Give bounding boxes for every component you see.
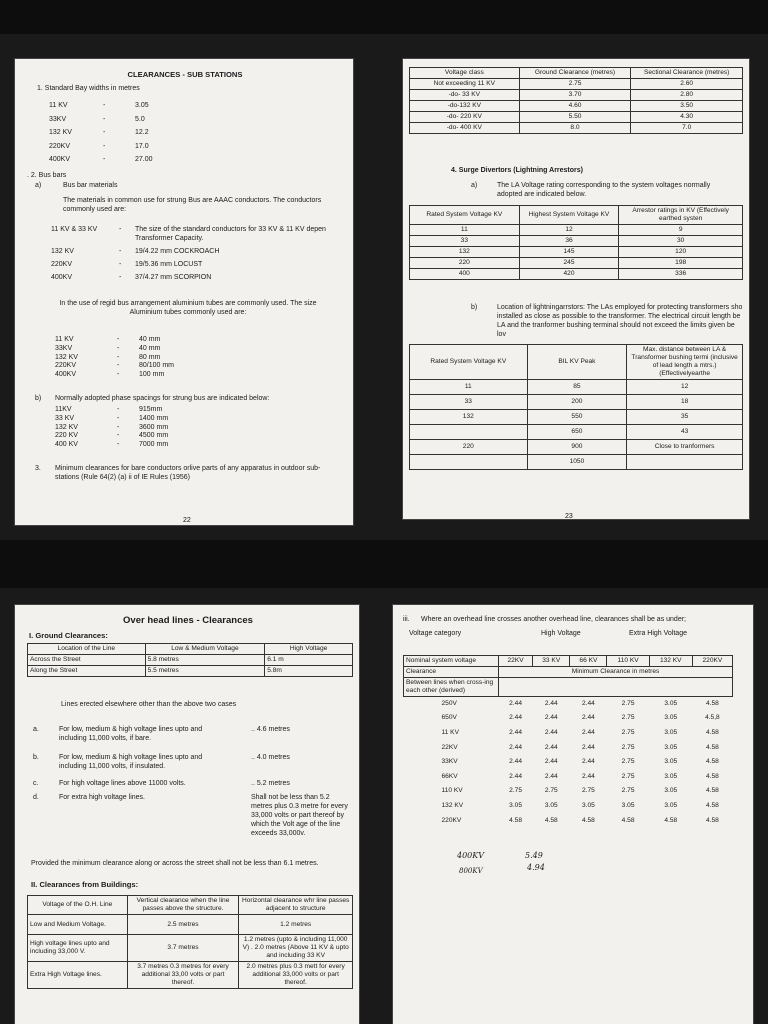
table-row bbox=[410, 395, 743, 410]
cell-col1: 5.8 metres bbox=[145, 655, 265, 666]
spacing-3-col0: 220 KV bbox=[55, 432, 78, 440]
table-row bbox=[410, 90, 743, 101]
cell-col1: 2.44 bbox=[509, 728, 523, 736]
page-23 bbox=[402, 58, 750, 520]
cell-col1: 3.7 metres 0.3 metres for every additional 33,00 volts or part thereof. bbox=[127, 962, 239, 989]
cell-col3: 2.75 bbox=[581, 787, 595, 795]
cell-col0: Across the Street bbox=[28, 655, 146, 666]
cell-col4: 2.75 bbox=[621, 758, 635, 766]
cell-col2: 120 bbox=[619, 247, 743, 258]
table-row bbox=[410, 123, 743, 134]
cell-col2: 9 bbox=[619, 225, 743, 236]
cell-col4: 3.05 bbox=[621, 801, 635, 809]
cell-col2: 2.44 bbox=[544, 743, 558, 751]
section-bay-widths: 1. Standard Bay widths in metres bbox=[37, 85, 140, 92]
header-col1: Low & Medium Voltage bbox=[145, 644, 265, 655]
header-col0: Voltage of the O.H. Line bbox=[28, 896, 128, 915]
header-col2: Sectional Clearance (metres) bbox=[631, 68, 743, 79]
bay-3-col1: - bbox=[103, 142, 106, 150]
conductor-1-voltage: 132 KV bbox=[51, 248, 74, 255]
item-1-marker: b. bbox=[33, 754, 39, 761]
cell-col2: 4.30 bbox=[631, 112, 743, 123]
handwritten-5-49: 5.49 bbox=[525, 851, 543, 860]
table-row bbox=[404, 740, 733, 755]
table-row bbox=[410, 112, 743, 123]
table-row bbox=[410, 247, 743, 258]
cell-col0: 11 bbox=[410, 225, 520, 236]
cell-col5: 3.05 bbox=[664, 700, 678, 708]
paragraph-proviso: Provided the minimum clearance along or across the street shall not be less than 6.1 metres. bbox=[31, 860, 319, 867]
conductor-3-type: 37/4.27 mm SCORPION bbox=[135, 274, 212, 281]
item-marker-b: b) bbox=[471, 304, 478, 311]
cell-col0 bbox=[410, 455, 528, 470]
paragraph-min-clearances: Minimum clearances for bare conductors orlive parts of any apparatus in outdoor sub-stations (Rule 64(2) (a) ii of IE Rules (1956) bbox=[55, 465, 321, 481]
header-col4: 110 KV bbox=[607, 656, 649, 667]
cell-col0: 132 bbox=[410, 410, 528, 425]
spacing-4-col0: 400 KV bbox=[55, 441, 78, 449]
cell-col0: 110 KV bbox=[441, 787, 463, 795]
cell-col0: -do- 220 KV bbox=[410, 112, 520, 123]
bus-bar-materials-heading: Bus bar materials bbox=[63, 182, 118, 189]
conductor-2-dash: - bbox=[119, 261, 122, 268]
cell-col3: 2.44 bbox=[581, 700, 595, 708]
cell-col1: 4.60 bbox=[519, 101, 631, 112]
table-row bbox=[404, 769, 733, 784]
cell-col1: 12 bbox=[519, 225, 619, 236]
cell-col1: 3.05 bbox=[509, 801, 523, 809]
handwritten-4-94: 4.94 bbox=[527, 863, 545, 872]
cell-col5: 3.05 bbox=[664, 801, 678, 809]
cell-col4: 2.75 bbox=[621, 714, 635, 722]
table-row bbox=[404, 784, 733, 799]
cell-col6: 4.58 bbox=[705, 772, 719, 780]
item-marker-3: 3. bbox=[35, 465, 41, 472]
bay-4-col1: - bbox=[103, 156, 106, 163]
spacing-4-col2: 7000 mm bbox=[139, 441, 169, 449]
table-row bbox=[404, 755, 733, 770]
cell-col1: 85 bbox=[527, 380, 627, 395]
label-clearance: Clearance bbox=[404, 667, 499, 678]
phase-spacing-heading: Normally adopted phase spacings for strung bus are indicated below: bbox=[55, 395, 270, 402]
clearance-table bbox=[409, 67, 743, 134]
cell-col0: 33 bbox=[410, 236, 520, 247]
tubes-3-col2: 80/100 mm bbox=[139, 362, 175, 370]
cell-col5: 3.05 bbox=[664, 728, 678, 736]
cell-col1: 2.75 bbox=[509, 787, 523, 795]
paragraph-strung-bus: The materials in common use for strung Bus are AAAC conductors. The conductors commonly used are: bbox=[63, 197, 322, 213]
cell-col4: 2.75 bbox=[621, 700, 635, 708]
section-surge-divertors: 4. Surge Divertors (Lightning Arrestors) bbox=[451, 167, 583, 174]
tubes-1-col0: 33KV bbox=[55, 344, 73, 352]
cell-col4: 2.75 bbox=[621, 743, 635, 751]
cell-col2: 2.44 bbox=[544, 714, 558, 722]
table-row bbox=[404, 697, 733, 712]
cell-col6: 4.5,8 bbox=[705, 714, 720, 722]
cell-col5: 4.58 bbox=[664, 816, 678, 824]
cell-col0: 220KV bbox=[441, 816, 462, 824]
paragraph-crossing-intro: Where an overhead line crosses another overhead line, clearances shall be as under; bbox=[421, 616, 686, 623]
cell-col1: 5.50 bbox=[519, 112, 631, 123]
cell-col0: 220 bbox=[410, 440, 528, 455]
top-band bbox=[0, 0, 768, 34]
cell-col1: 2.44 bbox=[509, 758, 523, 766]
spacing-1-col0: 33 KV bbox=[55, 414, 75, 422]
cell-col3: 2.44 bbox=[581, 758, 595, 766]
paragraph-la-location: Location of lightningarrstors: The LAs employed for protecting transformers sho installed as close as possible to the transformer. The electrical circuit length be LA and the tranformer bushing terminal should not exceed the limits given be lov bbox=[497, 304, 743, 338]
cell-col1: 2.5 metres bbox=[127, 915, 239, 935]
cell-col1: 650 bbox=[527, 425, 627, 440]
table-row bbox=[404, 799, 733, 814]
item-3-text: For extra high voltage lines. bbox=[59, 794, 145, 801]
cell-col3: 2.44 bbox=[581, 772, 595, 780]
cell-col0: 250V bbox=[441, 700, 457, 708]
header-col2: High Voltage bbox=[265, 644, 353, 655]
cell-col0 bbox=[410, 425, 528, 440]
header-col0: Nominal system voltage bbox=[404, 656, 499, 667]
paragraph-rigid-bus: In the use of regid bus arrangement aluminium tubes are commonly used. The size Aluminium tubes commonly used are: bbox=[59, 300, 317, 316]
spacing-3-col2: 4500 mm bbox=[139, 432, 169, 440]
cell-col2 bbox=[627, 455, 743, 470]
cell-col2: 3.50 bbox=[631, 101, 743, 112]
handwritten-400kv: 400KV bbox=[457, 851, 485, 860]
table-row bbox=[28, 962, 353, 989]
table-row bbox=[28, 935, 353, 962]
cell-col6: 4.58 bbox=[705, 816, 719, 824]
table-row bbox=[410, 380, 743, 395]
header-col2: Max. distance between LA & Transformer bushing termi (inclusive of lead length a mtrs.) (Effectivelyearthe bbox=[627, 345, 743, 380]
cell-col0: 22KV bbox=[441, 743, 458, 751]
bay-2-col2: 12.2 bbox=[135, 129, 149, 136]
cell-col3: 2.44 bbox=[581, 714, 595, 722]
cell-col2: 3.05 bbox=[544, 801, 558, 809]
cell-col2: Close to tranformers bbox=[627, 440, 743, 455]
cell-col4: 2.75 bbox=[621, 728, 635, 736]
cell-col1: 2.44 bbox=[509, 700, 523, 708]
spacing-0-col1: - bbox=[117, 406, 120, 413]
tubes-0-col1: - bbox=[117, 336, 120, 343]
cell-col0: 400 bbox=[410, 269, 520, 280]
table-row bbox=[410, 258, 743, 269]
conductor-0-voltage: 11 KV & 33 KV bbox=[51, 226, 98, 233]
header-col2: 33 KV bbox=[533, 656, 570, 667]
cell-col0: 132 KV bbox=[441, 801, 464, 809]
spacing-2-col1: - bbox=[117, 423, 120, 431]
cell-col2: 198 bbox=[619, 258, 743, 269]
cell-col1: 3.70 bbox=[519, 90, 631, 101]
table-row bbox=[410, 269, 743, 280]
cell-col2: 336 bbox=[619, 269, 743, 280]
cell-col6: 4.58 bbox=[705, 728, 719, 736]
cell-col1: 8.0 bbox=[519, 123, 631, 134]
conductor-0-type: The size of the standard conductors for 33 KV & 11 KV depen Transformer Capacity. bbox=[135, 226, 326, 242]
tubes-2-col2: 80 mm bbox=[139, 353, 161, 361]
cell-col0: -do- 400 KV bbox=[410, 123, 520, 134]
cell-col3: 2.44 bbox=[581, 743, 595, 751]
table-row bbox=[404, 711, 733, 726]
cell-col1: 550 bbox=[527, 410, 627, 425]
header-col5: 132 KV bbox=[649, 656, 692, 667]
cell-col0: Low and Medium Voltage. bbox=[28, 915, 128, 935]
cell-col1: 200 bbox=[527, 395, 627, 410]
table-row bbox=[410, 440, 743, 455]
section-bus-bars: . 2. Bus bars bbox=[27, 172, 67, 179]
page-title: CLEARANCES - SUB STATIONS bbox=[127, 70, 243, 79]
label-high-voltage: High Voltage bbox=[541, 630, 581, 637]
cell-col3: 4.58 bbox=[581, 816, 595, 824]
bay-2-col1: - bbox=[103, 129, 106, 136]
cell-col0: 66KV bbox=[441, 772, 458, 780]
spacing-2-col2: 3600 mm bbox=[139, 423, 169, 431]
paragraph-other-lines: Lines erected elsewhere other than the above two cases bbox=[61, 701, 237, 708]
cell-col1: 2.44 bbox=[509, 743, 523, 751]
bay-4-col0: 400KV bbox=[49, 156, 71, 163]
header-col1: Ground Clearance (metres) bbox=[519, 68, 631, 79]
conductor-3-voltage: 400KV bbox=[51, 274, 73, 281]
table-row bbox=[410, 455, 743, 470]
cell-col3: 2.44 bbox=[581, 728, 595, 736]
cell-col4: 2.75 bbox=[621, 787, 635, 795]
page-number: 22 bbox=[183, 517, 191, 524]
bay-3-col2: 17.0 bbox=[135, 142, 149, 150]
section-building-clearances: II. Clearances from Buildings: bbox=[31, 880, 139, 889]
table-row bbox=[410, 101, 743, 112]
table-row bbox=[410, 236, 743, 247]
tubes-2-col0: 132 KV bbox=[55, 353, 78, 361]
ground-clearance-table bbox=[27, 643, 353, 677]
header-col2: Horizontal clearance whr line passes adjacent to structure bbox=[239, 896, 353, 915]
cell-col2: 7.0 bbox=[631, 123, 743, 134]
tubes-1-col2: 40 mm bbox=[139, 344, 161, 352]
cell-col6: 4.58 bbox=[705, 743, 719, 751]
cell-col2: 5.8m bbox=[265, 666, 353, 677]
header-col0: Location of the Line bbox=[28, 644, 146, 655]
label-minimum-clearance: Minimum Clearance in metres bbox=[499, 667, 733, 678]
cell-col0: 33KV bbox=[441, 758, 458, 766]
cell-col5: 3.05 bbox=[664, 772, 678, 780]
item-marker-a: a) bbox=[471, 182, 478, 189]
cell-col0: -do-132 KV bbox=[410, 101, 520, 112]
cell-col1: 3.7 metres bbox=[127, 935, 239, 962]
conductor-1-type: 19/4.22 mm COCKROACH bbox=[135, 248, 220, 255]
spacing-2-col0: 132 KV bbox=[55, 423, 78, 431]
item-marker-b: b) bbox=[35, 395, 42, 402]
cell-col2: 4.58 bbox=[544, 816, 558, 824]
tubes-4-col2: 100 mm bbox=[139, 371, 165, 379]
cell-col0: 33 bbox=[410, 395, 528, 410]
bay-1-col1: - bbox=[103, 115, 106, 123]
spacing-0-col0: 11KV bbox=[55, 406, 72, 413]
cell-col2: 1.2 metres (upto & including 11,000 V) . 2.0 metres (Above 11 KV & upto and including 33 KV bbox=[239, 935, 353, 962]
table-row bbox=[404, 726, 733, 741]
page-22 bbox=[14, 58, 354, 526]
cell-col2: 2.44 bbox=[544, 700, 558, 708]
page-line-crossing bbox=[392, 604, 754, 1024]
tubes-4-col0: 400KV bbox=[55, 371, 77, 379]
tubes-1-col1: - bbox=[117, 344, 120, 352]
spacing-1-col1: - bbox=[117, 414, 120, 422]
bay-0-col1: - bbox=[103, 102, 106, 109]
item-1-text: For low, medium & high voltage lines upto and including 11,000 volts, if insulated. bbox=[59, 754, 203, 770]
conductor-0-dash: - bbox=[119, 226, 122, 233]
bay-1-col0: 33KV bbox=[49, 115, 67, 123]
header-col0: Voltage class bbox=[410, 68, 520, 79]
cell-col2: 1.2 metres bbox=[239, 915, 353, 935]
header-col6: 220KV bbox=[692, 656, 732, 667]
table-row bbox=[410, 410, 743, 425]
header-col1: 22KV bbox=[499, 656, 533, 667]
bay-0-col0: 11 KV bbox=[49, 102, 68, 109]
conductor-2-voltage: 220KV bbox=[51, 261, 73, 268]
conductor-3-dash: - bbox=[119, 274, 122, 281]
header-col1: Highest System Voltage KV bbox=[519, 206, 619, 225]
header-col3: 66 KV bbox=[570, 656, 607, 667]
cell-col0: Extra High Voltage lines. bbox=[28, 962, 128, 989]
cell-col0: Not exceeding 11 KV bbox=[410, 79, 520, 90]
paragraph-la-voltage: The LA Voltage rating corresponding to the system voltages normally adopted are indicated below. bbox=[497, 182, 711, 198]
cell-col2: 2.44 bbox=[544, 728, 558, 736]
item-3-marker: d. bbox=[33, 794, 39, 801]
cell-col2: 18 bbox=[627, 395, 743, 410]
cell-col5: 3.05 bbox=[664, 758, 678, 766]
cell-col1: 145 bbox=[519, 247, 619, 258]
cell-col0: -do- 33 KV bbox=[410, 90, 520, 101]
cell-col2: 12 bbox=[627, 380, 743, 395]
section-ground-clearances: I. Ground Clearances: bbox=[29, 631, 108, 640]
cell-col0: 11 bbox=[410, 380, 528, 395]
table-row bbox=[28, 655, 353, 666]
label-between-lines: Between lines when cross-ing each other (derived) bbox=[404, 678, 499, 697]
handwritten-800kv: 800KV bbox=[459, 867, 483, 875]
spacing-4-col1: - bbox=[117, 441, 120, 449]
cell-col0: Along the Street bbox=[28, 666, 146, 677]
cell-col5: 3.05 bbox=[664, 743, 678, 751]
cell-col0: High voltage lines upto and including 33,000 V. bbox=[28, 935, 128, 962]
tubes-3-col0: 220KV bbox=[55, 362, 77, 370]
item-3-value: Shall not be less than 5.2 metres plus 0.3 metre for every 33,000 volts or part thereof by which the Volt age of the line exceeds 33,000v. bbox=[251, 794, 348, 837]
cell-col1: 1050 bbox=[527, 455, 627, 470]
cell-col1: 900 bbox=[527, 440, 627, 455]
cell-col6: 4.58 bbox=[705, 700, 719, 708]
cell-col2: 2.44 bbox=[544, 758, 558, 766]
cell-col6: 4.58 bbox=[705, 787, 719, 795]
cell-col1: 2.44 bbox=[509, 714, 523, 722]
spacing-3-col1: - bbox=[117, 432, 120, 440]
tubes-3-col1: - bbox=[117, 362, 120, 370]
table-row bbox=[404, 813, 733, 828]
header-col0: Rated System Voltage KV bbox=[410, 345, 528, 380]
tubes-0-col0: 11 KV bbox=[55, 336, 74, 343]
cell-col2: 2.75 bbox=[544, 787, 558, 795]
page-number: 23 bbox=[565, 513, 573, 520]
item-1-value: .. 4.0 metres bbox=[251, 754, 290, 761]
bay-0-col2: 3.05 bbox=[135, 102, 149, 109]
cell-col1: 2.75 bbox=[519, 79, 631, 90]
cell-col2: 6.1 m bbox=[265, 655, 353, 666]
item-0-marker: a. bbox=[33, 726, 39, 733]
crossing-clearance-table bbox=[403, 655, 733, 828]
item-0-text: For low, medium & high voltage lines upto and including 11,000 volts, if bare. bbox=[59, 726, 203, 742]
bay-1-col2: 5.0 bbox=[135, 115, 145, 123]
table-row bbox=[410, 79, 743, 90]
tubes-2-col1: - bbox=[117, 353, 120, 361]
item-2-text: For high voltage lines above 11000 volts. bbox=[59, 780, 186, 787]
item-marker-a: a) bbox=[35, 182, 42, 189]
cell-col1: 36 bbox=[519, 236, 619, 247]
page-title: Over head lines - Clearances bbox=[123, 615, 253, 626]
cell-col2: 30 bbox=[619, 236, 743, 247]
tubes-4-col1: - bbox=[117, 371, 120, 379]
conductor-2-type: 19/5.36 mm LOCUST bbox=[135, 261, 203, 268]
item-2-value: .. 5.2 metres bbox=[251, 780, 290, 787]
header-col1: BIL KV Peak bbox=[527, 345, 627, 380]
cell-col2: 35 bbox=[627, 410, 743, 425]
page-overhead-lines bbox=[14, 604, 360, 1024]
item-marker-iii: iii. bbox=[403, 616, 410, 623]
label-voltage-category: Voltage category bbox=[409, 630, 462, 637]
cell-col0: 650V bbox=[441, 714, 457, 722]
bay-2-col0: 132 KV bbox=[49, 129, 72, 136]
cell-col6: 4.58 bbox=[705, 801, 719, 809]
cell-col3: 3.05 bbox=[581, 801, 595, 809]
label-extra-high-voltage: Extra High Voltage bbox=[629, 630, 687, 637]
bay-4-col2: 27.00 bbox=[135, 156, 153, 163]
table-row bbox=[410, 425, 743, 440]
cell-col0: 132 bbox=[410, 247, 520, 258]
cell-col1: 2.44 bbox=[509, 772, 523, 780]
bay-3-col0: 220KV bbox=[49, 142, 71, 150]
arrestor-rating-table bbox=[409, 205, 743, 280]
cell-col4: 4.58 bbox=[621, 816, 635, 824]
table-row bbox=[28, 915, 353, 935]
cell-col1: 5.5 metres bbox=[145, 666, 265, 677]
item-0-value: .. 4.6 metres bbox=[251, 726, 290, 733]
cell-col1: 420 bbox=[519, 269, 619, 280]
tubes-0-col2: 40 mm bbox=[139, 336, 161, 343]
conductor-1-dash: - bbox=[119, 248, 122, 255]
header-col1: Vertical clearance when the line passes above the structure. bbox=[127, 896, 239, 915]
cell-col5: 3.05 bbox=[664, 787, 678, 795]
cell-col5: 3.05 bbox=[664, 714, 678, 722]
spacing-1-col2: 1400 mm bbox=[139, 414, 169, 422]
cell-col2: 2.44 bbox=[544, 772, 558, 780]
la-distance-table bbox=[409, 344, 743, 470]
building-clearance-table bbox=[27, 895, 353, 989]
middle-band bbox=[0, 540, 768, 588]
table-row bbox=[410, 225, 743, 236]
cell-col1: 4.58 bbox=[509, 816, 523, 824]
cell-col2: 2.80 bbox=[631, 90, 743, 101]
cell-col6: 4.58 bbox=[705, 758, 719, 766]
cell-col2: 2.60 bbox=[631, 79, 743, 90]
cell-col4: 2.75 bbox=[621, 772, 635, 780]
spacing-0-col2: 915mm bbox=[139, 406, 163, 413]
cell-col0: 220 bbox=[410, 258, 520, 269]
table-row bbox=[28, 666, 353, 677]
header-col2: Arrestor ratings in KV (Effectively earthed systen bbox=[619, 206, 743, 225]
cell-col0: 11 KV bbox=[441, 728, 459, 736]
cell-col1: 245 bbox=[519, 258, 619, 269]
cell-col2: 2.0 metres plus 0.3 mett for every additional 33,000 volts or part thereof. bbox=[239, 962, 353, 989]
cell-col2: 43 bbox=[627, 425, 743, 440]
header-col0: Rated System Voltage KV bbox=[410, 206, 520, 225]
item-2-marker: c. bbox=[33, 780, 39, 787]
